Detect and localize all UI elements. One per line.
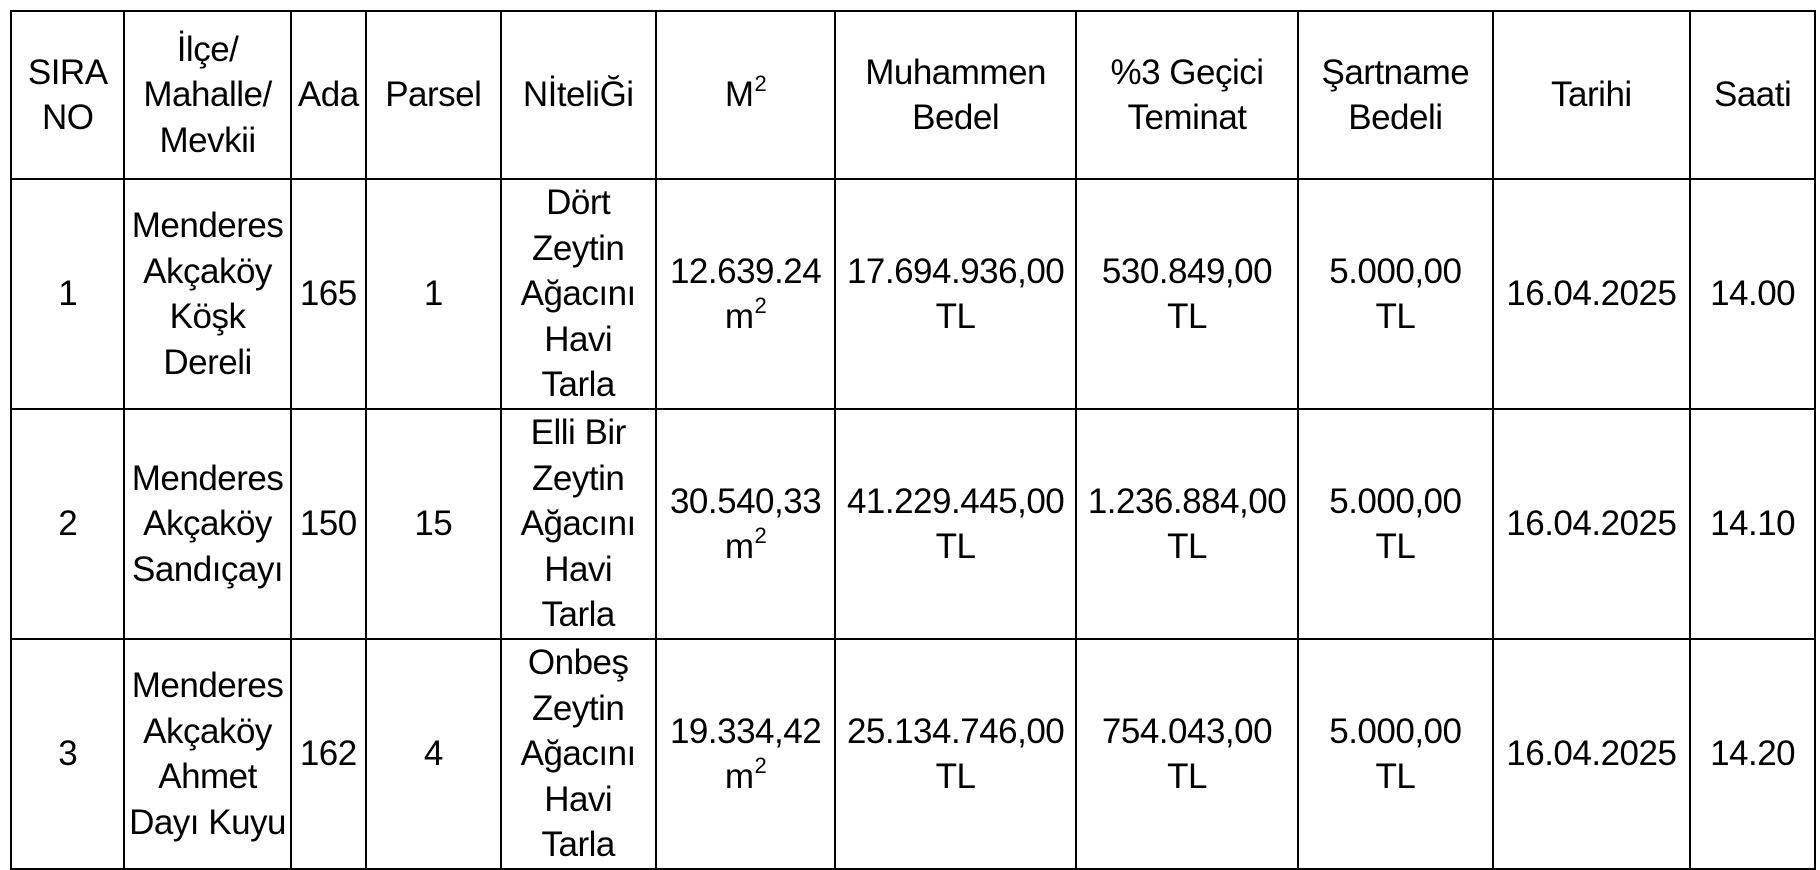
cell-saat: 14.00 <box>1690 179 1815 409</box>
header-gecici-teminat: %3 Geçici Teminat <box>1076 11 1298 179</box>
auction-table <box>10 10 1816 870</box>
table-row <box>11 409 1815 639</box>
cell-sira-no: 2 <box>11 409 124 639</box>
cell-sartname-bedeli: 5.000,00 TL <box>1298 409 1492 639</box>
cell-sartname-bedeli: 5.000,00 TL <box>1298 179 1492 409</box>
cell-location: Menderes Akçaköy Sandıçayı <box>124 409 290 639</box>
header-area-label: M <box>724 75 754 115</box>
cell-nitelik: Dört Zeytin Ağacını Havi Tarla <box>501 179 656 409</box>
area-value: 12.639.24 m <box>669 251 822 336</box>
cell-parsel: 4 <box>366 639 501 869</box>
area-value: 30.540,33 m <box>669 481 822 566</box>
cell-gecici-teminat: 530.849,00 TL <box>1076 179 1298 409</box>
header-ada: Ada <box>291 11 366 179</box>
header-sartname-bedeli: Şartname Bedeli <box>1298 11 1492 179</box>
header-location: İlçe/ Mahalle/ Mevkii <box>124 11 290 179</box>
cell-location: Menderes Akçaköy Köşk Dereli <box>124 179 290 409</box>
header-sira-no: SIRA NO <box>11 11 124 179</box>
cell-tarih: 16.04.2025 <box>1493 409 1691 639</box>
cell-gecici-teminat: 1.236.884,00 TL <box>1076 409 1298 639</box>
cell-nitelik: Onbeş Zeytin Ağacını Havi Tarla <box>501 639 656 869</box>
cell-nitelik: Elli Bir Zeytin Ağacını Havi Tarla <box>501 409 656 639</box>
cell-ada: 162 <box>291 639 366 869</box>
area-value: 19.334,42 m <box>669 711 822 796</box>
header-nitelik: NİteliĞi <box>501 11 656 179</box>
cell-gecici-teminat: 754.043,00 TL <box>1076 639 1298 869</box>
cell-muhammen-bedel: 17.694.936,00 TL <box>835 179 1075 409</box>
header-parsel: Parsel <box>366 11 501 179</box>
cell-sira-no: 1 <box>11 179 124 409</box>
header-tarih: Tarihi <box>1493 11 1691 179</box>
cell-ada: 165 <box>291 179 366 409</box>
cell-saat: 14.20 <box>1690 639 1815 869</box>
cell-muhammen-bedel: 41.229.445,00 TL <box>835 409 1075 639</box>
cell-muhammen-bedel: 25.134.746,00 TL <box>835 639 1075 869</box>
header-saat: Saati <box>1690 11 1815 179</box>
square-mark: 2 <box>754 293 767 318</box>
header-row <box>11 11 1815 179</box>
table-row <box>11 179 1815 409</box>
cell-location: Menderes Akçaköy Ahmet Dayı Kuyu <box>124 639 290 869</box>
cell-sartname-bedeli: 5.000,00 TL <box>1298 639 1492 869</box>
cell-area <box>656 639 836 869</box>
square-mark: 2 <box>754 523 767 548</box>
cell-tarih: 16.04.2025 <box>1493 639 1691 869</box>
square-mark: 2 <box>754 71 767 97</box>
cell-area <box>656 409 836 639</box>
cell-parsel: 1 <box>366 179 501 409</box>
cell-area <box>656 179 836 409</box>
cell-ada: 150 <box>291 409 366 639</box>
cell-parsel: 15 <box>366 409 501 639</box>
cell-sira-no: 3 <box>11 639 124 869</box>
header-muhammen-bedel: Muhammen Bedel <box>835 11 1075 179</box>
cell-saat: 14.10 <box>1690 409 1815 639</box>
header-area <box>656 11 836 179</box>
cell-tarih: 16.04.2025 <box>1493 179 1691 409</box>
table-row <box>11 639 1815 869</box>
square-mark: 2 <box>754 753 767 778</box>
